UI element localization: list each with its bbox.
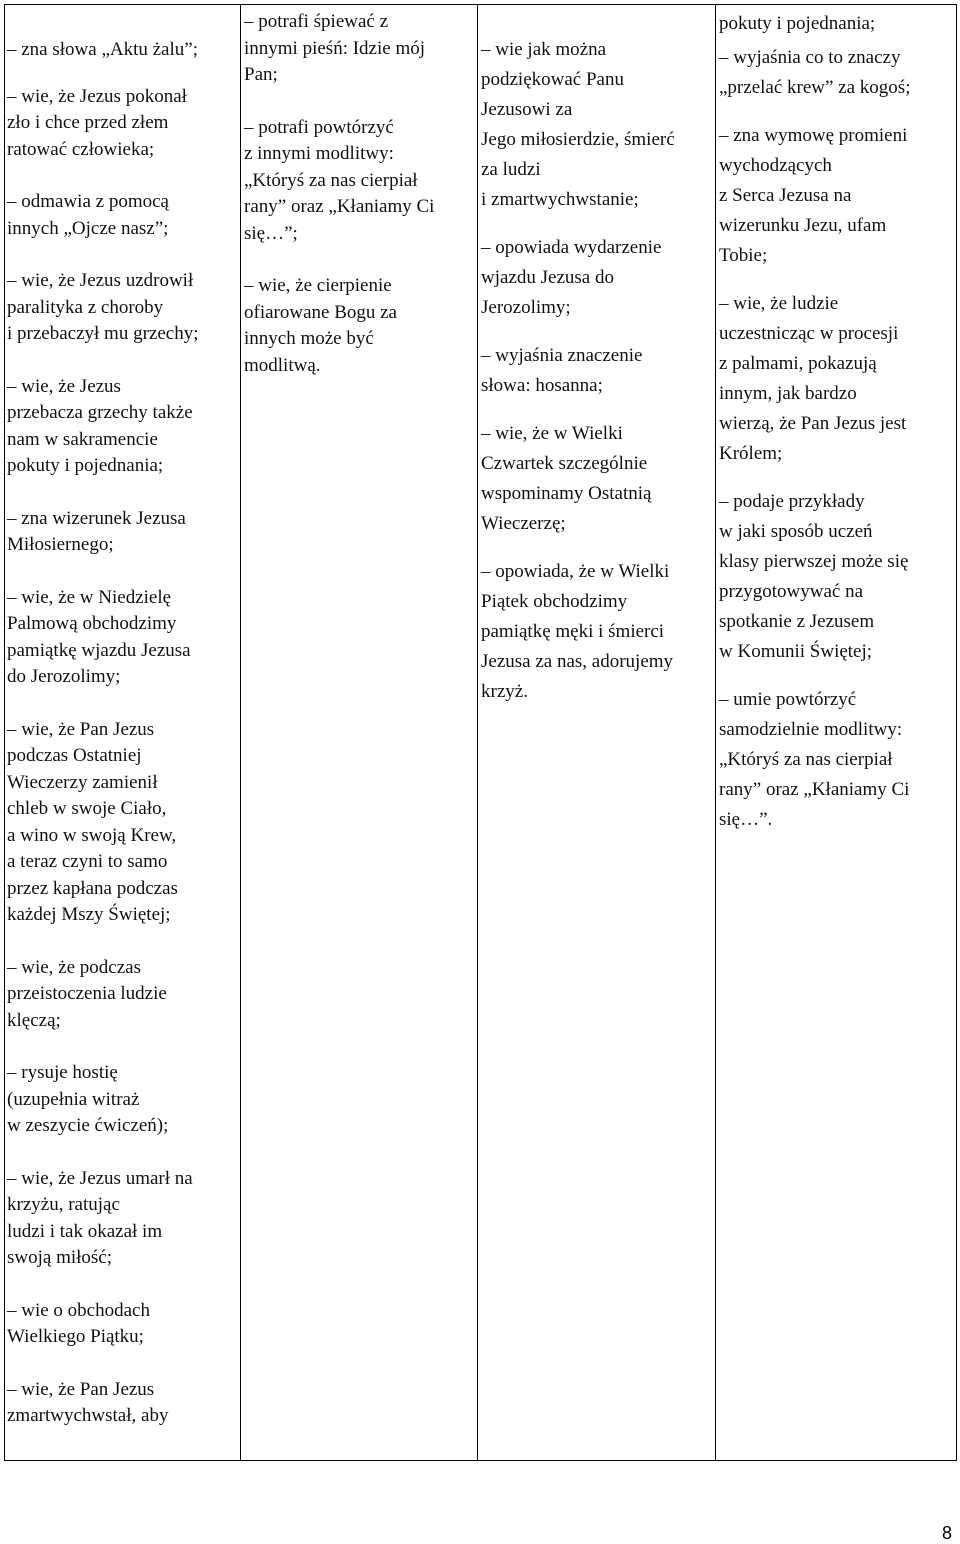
list-item: – podaje przykłady w jaki sposób uczeń klasy pierwszej może się przygotowywać na spotkanie z Jezusem w Komunii Świętej; [719, 491, 909, 662]
list-item: – wyjaśnia co to znaczy „przelać krew” za kogoś; [719, 47, 911, 98]
list-item: – opowiada wydarzenie wjazdu Jezusa do Jerozolimy; [481, 237, 662, 318]
list-item: – wie, że Jezus pokonał zło i chce przed złem ratować człowieka; [7, 85, 187, 160]
list-item: – rysuje hostię (uzupełnia witraż w zeszycie ćwiczeń); [7, 1062, 169, 1136]
list-item: – zna wizerunek Jezusa Miłosiernego; [7, 507, 186, 555]
list-item: – wie, że ludzie uczestnicząc w procesji z palmami, pokazują innym, jak bardzo wierzą, że Pan Jezus jest Królem; [719, 293, 907, 464]
list-item: – potrafi śpiewać z innymi pieśń: Idzie mój Pan; [244, 11, 426, 85]
list-item: – zna wymowę promieni wychodzących z Serca Jezusa na wizerunku Jezu, ufam Tobie; [719, 125, 908, 266]
list-item: pokuty i pojednania; [719, 13, 876, 34]
requirements-table [4, 4, 957, 1461]
list-item: – wie o obchodach Wielkiego Piątku; [7, 1299, 150, 1347]
list-item: – potrafi powtórzyć z innymi modlitwy: „Któryś za nas cierpiał rany” oraz „Kłaniamy Ci się…”; [244, 116, 435, 244]
list-item: – wie, że Jezus umarł na krzyżu, ratując ludzi i tak okazał im swoją miłość; [7, 1167, 193, 1268]
column-1 [7, 5, 239, 1460]
list-item: – zna słowa „Aktu żalu”; [7, 39, 198, 60]
list-item: – wie, że Pan Jezus zmartwychwstał, aby [7, 1378, 169, 1426]
column-2 [244, 5, 477, 1460]
list-item: – wie, że cierpienie ofiarowane Bogu za innych może być modlitwą. [244, 275, 397, 376]
list-item: – wie jak można podziękować Panu Jezusowi za Jego miłosierdzie, śmierć za ludzi i zmartwychwstanie; [481, 39, 675, 210]
list-item: – opowiada, że w Wielki Piątek obchodzimy pamiątkę męki i śmierci Jezusa za nas, adorujemy krzyż. [481, 561, 674, 702]
column-4 [719, 5, 958, 1460]
list-item: – umie powtórzyć samodzielnie modlitwy: „Któryś za nas cierpiał rany” oraz „Kłaniamy Ci się…”. [719, 689, 910, 830]
list-item: – wie, że w Wielki Czwartek szczególnie wspominamy Ostatnią Wieczerzę; [481, 423, 652, 534]
column-divider [240, 5, 241, 1460]
list-item: – wie, że podczas przeistoczenia ludzie klęczą; [7, 956, 167, 1031]
list-item: – wie, że w Niedzielę Palmową obchodzimy pamiątkę wjazdu Jezusa do Jerozolimy; [7, 586, 191, 687]
list-item: – odmawia z pomocą innych „Ojcze nasz”; [7, 191, 169, 239]
page-number: 8 [941, 1523, 952, 1543]
column-3 [481, 5, 717, 1460]
list-item: – wie, że Jezus przebacza grzechy także nam w sakramencie pokuty i pojednania; [7, 375, 193, 476]
column-divider [477, 5, 478, 1460]
list-item: – wyjaśnia znaczenie słowa: hosanna; [481, 345, 643, 396]
list-item: – wie, że Pan Jezus podczas Ostatniej Wieczerzy zamienił chleb w swoje Ciało, a wino w swoją Krew, a teraz czyni to samo przez kapłana podczas każdej Mszy Świętej; [7, 718, 178, 925]
list-item: – wie, że Jezus uzdrowił paralityka z choroby i przebaczył mu grzechy; [7, 270, 199, 344]
